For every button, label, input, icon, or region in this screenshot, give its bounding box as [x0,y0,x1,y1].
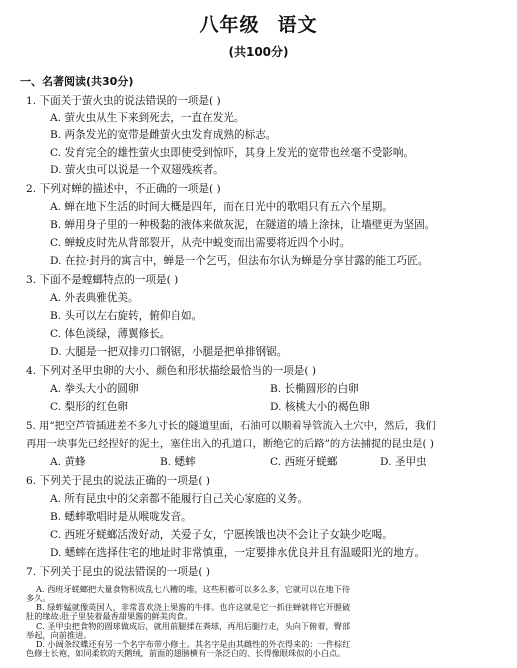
question-5-option-b: B. 蟋蟀 [160,456,196,468]
question-1-option-a: A. 萤火虫从生下来到死去，一直在发光。 [50,112,245,124]
question-4-option-c: C. 梨形的红色卵 [50,401,129,413]
question-7-stem: 7. 下列关于昆虫的说法错误的一项是( ) [26,566,211,578]
question-5-option-d: D. 圣甲虫 [380,456,427,468]
question-6-option-b: B. 蟋蟀歌唱时是从喉咙发音。 [50,511,192,523]
question-5-option-a: A. 黄蜂 [50,456,86,468]
question-7-option-b-line-1: B. 绿蚱蜢就像英国人，非常喜欢浇上果酱的牛排。也许这就是它一抓住蝉就将它开膛破 [36,602,351,613]
question-1-option-b: B. 两条发光的宽带是雌萤火虫发育成熟的标志。 [50,129,277,141]
page-title [0,16,517,35]
question-4-stem: 4. 下列对圣甲虫卵的大小、颜色和形状描绘最恰当的一项是( ) [26,365,316,377]
question-3-option-a: A. 外表典雅优美。 [50,292,139,304]
question-2-stem: 2. 下列对蝉的描述中，不正确的一项是( ) [26,183,221,195]
score-subtitle: (共100分) [228,45,289,59]
question-7-option-d-line-2: 色修士长袍，如同柔软的天鹅绒，前面的翅膀横有一条泛白的、长得像眼珠似的小白点。 [26,647,346,658]
question-4-option-a: A. 拳头大小的圆卵 [50,383,139,395]
title-subject: 语文 [277,14,318,36]
question-2-option-c: C. 蝉蛻皮时先从背部裂开，从壳中蜕变而出需要将近四个小时。 [50,237,351,249]
question-2-option-d: D. 在拉·封丹的寓言中，蝉是一个乞丐，但法布尔认为蝉是分享甘露的能工巧匠。 [50,255,429,267]
question-3-option-b: B. 头可以左右旋转，俯仰自如。 [50,310,203,322]
question-3-option-d: D. 大腿是一把双排刃口钢锯，小腿是把单排钢锯。 [50,346,288,358]
question-5-stem-line-2: 再用一块事先已经捏好的泥土，塞住出入的孔道口，断绝它的后路”的方法捕捉的昆虫是( ) [26,438,434,450]
question-3-option-c: C. 体色淡绿，薄翼修长。 [50,328,171,340]
question-1-option-c: C. 发育完全的雄性萤火虫即使受到惊吓，其身上发光的宽带也丝毫不受影响。 [50,147,415,159]
question-7-option-b-line-2: 肚的缘故:肚子里装着最香甜果酱的鲜美肉食。 [26,611,193,622]
section-heading: 一、名著阅读(共30分) [20,75,134,88]
question-7-option-c-line-2: 举起，向前推进。 [26,629,92,640]
question-4-option-b: B. 长椭圆形的白卵 [270,383,359,395]
question-2-option-a: A. 蝉在地下生活的时间大概是四年，而在日光中的歌唱只有五六个星期。 [50,201,393,213]
question-1-option-d: D. 萤火虫可以说是一个双翅残疾者。 [50,164,224,176]
question-5-option-c: C. 西班牙蜣螂 [270,456,338,468]
question-3-stem: 3. 下面不是螳螂特点的一项是( ) [26,274,179,286]
question-7-option-a-line-2: 多久。 [26,593,51,604]
question-7-option-c-line-1: C. 圣甲虫把食物的圆球做成后，就用前腿揉在粪球，再用后腿行走，头向下俯着，臀部 [36,620,351,631]
question-7-option-a-line-1: A. 西班牙蜣螂把大量食物积成乱七八糟的堆，这些积蓄可以多么多，它就可以在地下待 [36,584,351,594]
title-grade: 八年级 [199,14,260,36]
question-5-stem-line-1: 5. 用“把空芦管插进差不多九寸长的隧道里面，石油可以顺着导管流入土穴中，然后，我们 [26,420,436,432]
question-6-option-c: C. 西班牙蜣螂活泼好动，关爱子女，宁愿挨饿也决不会让子女缺少吃喝。 [50,529,393,541]
question-2-option-b: B. 蝉用身子里的一种极黏的液体来做灰泥，在隧道的墙上涂抹，让墙壁更为坚固。 [50,219,436,231]
question-6-option-d: D. 蟋蟀在选择住宅的地址时非常慎重，一定要排水优良并且有温暖阳光的地方。 [50,547,426,559]
question-7-option-d-line-1: D. 小阔条纹蝶还有另一个名字布带小修士。其名字是由其雌性的外衣得来的：一件棕红 [36,638,351,649]
question-1-stem: 1. 下面关于萤火虫的说法错误的一项是( ) [26,95,221,107]
question-6-option-a: A. 所有昆虫中的父亲都不能履行自己关心家庭的义务。 [50,493,309,505]
question-6-stem: 6. 下列关于昆虫的说法正确的一项是( ) [26,475,211,487]
question-4-option-d: D. 核桃大小的褐色卵 [270,401,370,413]
